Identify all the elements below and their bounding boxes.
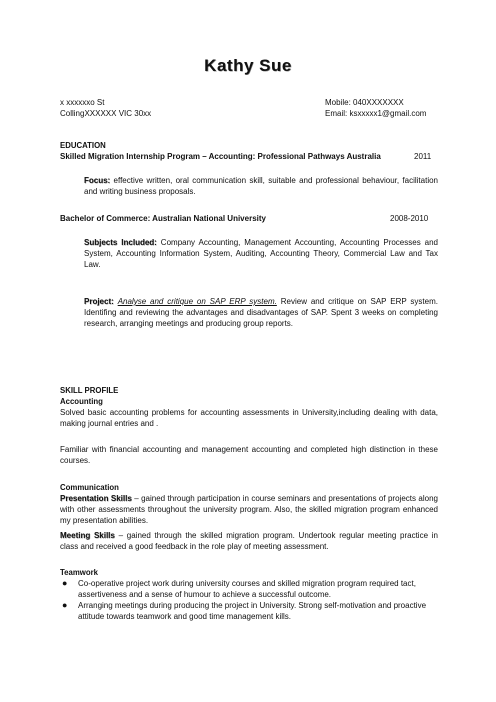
education-heading: EDUCATION [60, 141, 106, 150]
accounting-para-1: Solved basic accounting problems for accounting assessments in University,including dealing with data, making journal entries and . [60, 408, 438, 428]
subjects-text: Company Accounting, Management Accounting, Accounting Processes and System, Accounting Information System, Auditing, Accounting Theory, Commercial Law and Tax Law. [84, 238, 438, 269]
teamwork-bullet-1: Co-operative project work during university courses and skilled migration program required tact, assertiveness and a sense of humour to achieve a successful outcome. [78, 579, 416, 599]
teamwork-bullet-2: Arranging meetings during producing the project in University. Strong self-motivation and proactive attitude towards teamwork and good time management kills. [78, 601, 427, 621]
bullet-icon: ● [62, 600, 68, 610]
program2-year: 2008-2010 [390, 214, 429, 223]
project-title: Analyse and critique on SAP ERP system. [117, 297, 277, 306]
project-text: Review and critique on SAP ERP system. Identifing and reviewing the advantages and disadvantages of SAP. Spent 3 weeks on completing research, arranging meetings and producing group reports. [84, 297, 438, 328]
list-item [60, 578, 438, 600]
program2-title: Bachelor of Commerce: Australian National University [60, 214, 266, 223]
address-line-1: x xxxxxxo St [60, 98, 105, 107]
project-label: Project: [84, 297, 114, 306]
email-address: Email: ksxxxxx1@gmail.com [325, 109, 427, 118]
list-item [60, 600, 438, 622]
program2-subjects [84, 237, 438, 270]
meeting-label: Meeting Skills [60, 531, 115, 540]
accounting-para-2: Familiar with financial accounting and management accounting and completed high distinction in these courses. [60, 445, 438, 465]
teamwork-heading: Teamwork [60, 568, 98, 577]
presentation-label: Presentation Skills [60, 494, 132, 503]
presentation-skills [60, 493, 438, 526]
meeting-text: – gained through the skilled migration program. Undertook regular meeting practice in class and received a good feedback in the role play of meeting assessment. [60, 531, 438, 551]
program1-title: Skilled Migration Internship Program – Accounting: Professional Pathways Australia [60, 152, 381, 161]
program2-project [84, 296, 438, 329]
meeting-skills [60, 530, 438, 552]
candidate-name: Kathy Sue [204, 56, 292, 75]
skill-profile-heading: SKILL PROFILE [60, 386, 119, 395]
focus-label: Focus: [84, 176, 111, 185]
teamwork-list [60, 578, 438, 622]
communication-heading: Communication [60, 483, 119, 492]
presentation-text: – gained through participation in course seminars and presentations of projects along with other assessments throughout the university program. Also, the skilled migration program enhanced my presentation abilities. [60, 494, 438, 525]
subjects-label: Subjects Included: [84, 238, 157, 247]
accounting-heading: Accounting [60, 397, 103, 406]
focus-text: effective written, oral communication skill, suitable and professional behaviour, facilitation and writing business proposals. [84, 176, 438, 196]
program1-focus [84, 175, 438, 197]
mobile-number: Mobile: 040XXXXXXX [325, 98, 404, 107]
address-line-2: CollingXXXXXX VIC 30xx [60, 109, 152, 118]
bullet-icon: ● [62, 578, 68, 588]
program1-year: 2011 [414, 152, 432, 161]
